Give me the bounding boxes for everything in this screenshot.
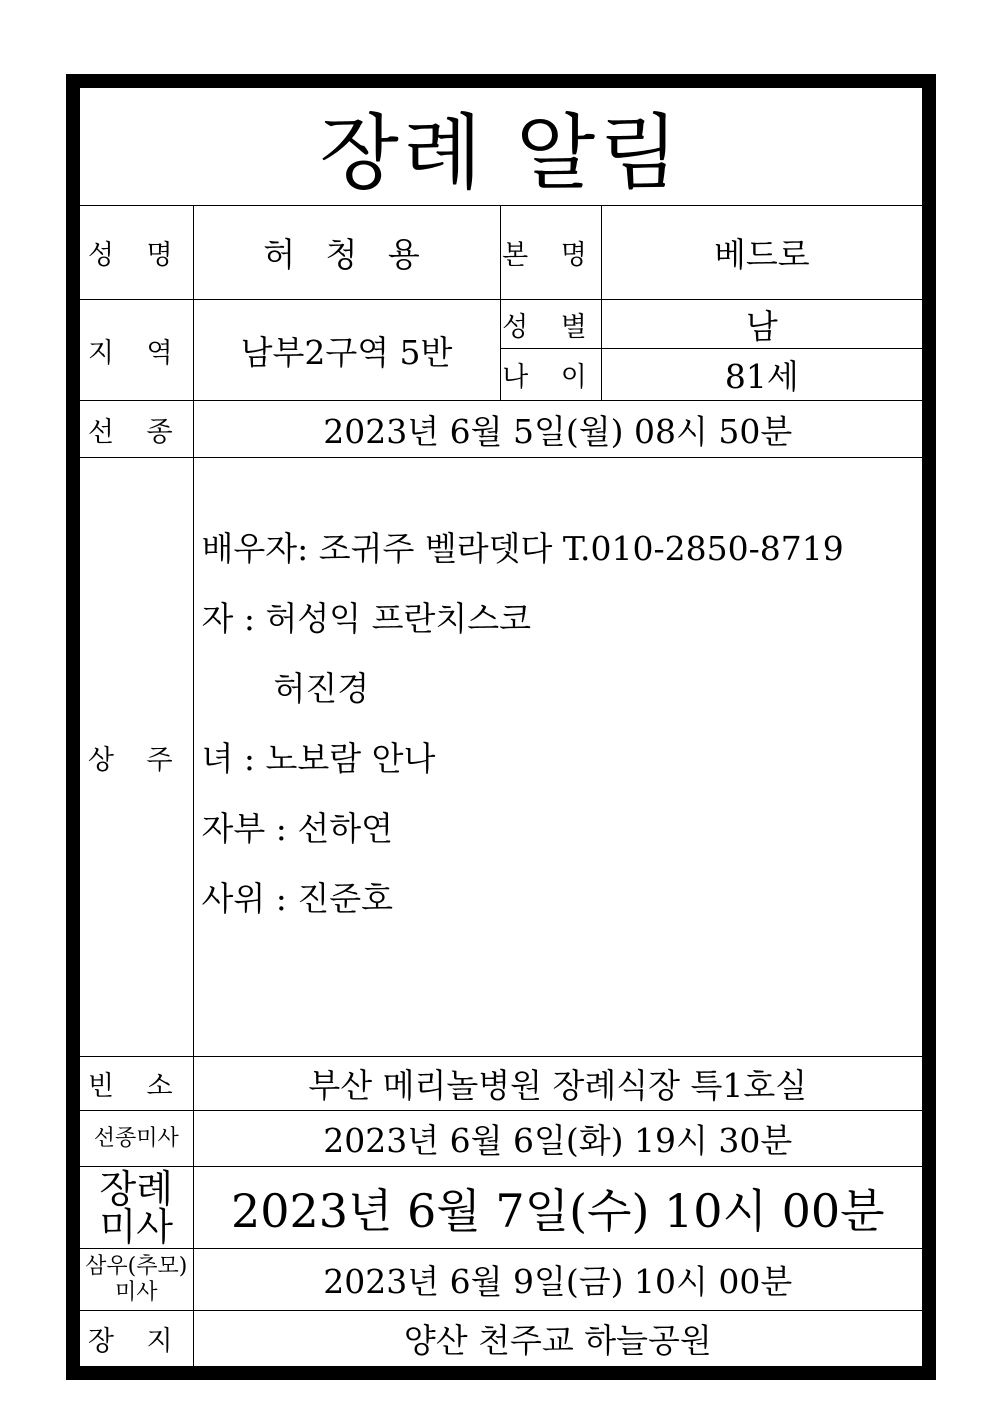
notice-title: 장례 알림: [80, 88, 922, 206]
gender-value: 남: [601, 300, 922, 349]
burial-label: 장 지: [80, 1311, 193, 1367]
mourner-spouse: 배우자: 조귀주 벨라뎃다 T.010-2850-8719: [201, 529, 844, 568]
memorial-mass-label-line1: 삼우(추모): [85, 1254, 188, 1280]
mourners-label: 상 주: [80, 458, 193, 1057]
funeral-home-value: 부산 메리놀병원 장례식장 특1호실: [193, 1057, 922, 1111]
mourner-daughter-in-law: 자부 : 선하연: [201, 809, 393, 848]
funeral-mass-label-line2: 미사: [99, 1204, 173, 1249]
memorial-mass-label: [80, 1249, 193, 1311]
memorial-mass-value: 2023년 6월 9일(금) 10시 00분: [193, 1249, 922, 1311]
mourner-son: 자 : 허성익 프란치스코: [201, 599, 531, 638]
memorial-mass-label-line2: 미사: [114, 1279, 158, 1305]
baptismal-name-value: 베드로: [601, 206, 922, 300]
death-label: 선 종: [80, 401, 193, 458]
mourner-daughter: 녀 : 노보람 안나: [201, 739, 436, 778]
funeral-mass-label-line1: 장례: [99, 1166, 173, 1211]
gender-label: 성 별: [500, 300, 601, 349]
burial-value: 양산 천주교 하늘공원: [193, 1311, 922, 1367]
death-value: 2023년 6월 5일(월) 08시 50분: [193, 401, 922, 458]
wake-mass-value: 2023년 6월 6일(화) 19시 30분: [193, 1111, 922, 1167]
mourner-son-in-law: 사위 : 진준호: [201, 879, 393, 918]
funeral-home-label: 빈 소: [80, 1057, 193, 1111]
mourners-list: [193, 458, 922, 1057]
region-value: 남부2구역 5반: [193, 300, 500, 401]
name-value: 허 청 용: [193, 206, 500, 300]
region-label: 지 역: [80, 300, 193, 401]
wake-mass-label: 선종미사: [80, 1111, 193, 1167]
funeral-notice-table: [80, 88, 922, 1367]
age-label: 나 이: [500, 349, 601, 401]
name-label: 성 명: [80, 206, 193, 300]
mourner-son-2: 허진경: [273, 669, 370, 708]
funeral-mass-label: [80, 1167, 193, 1249]
baptismal-name-label: 본 명: [500, 206, 601, 300]
age-value: 81세: [601, 349, 922, 401]
funeral-mass-value: 2023년 6월 7일(수) 10시 00분: [193, 1167, 922, 1249]
